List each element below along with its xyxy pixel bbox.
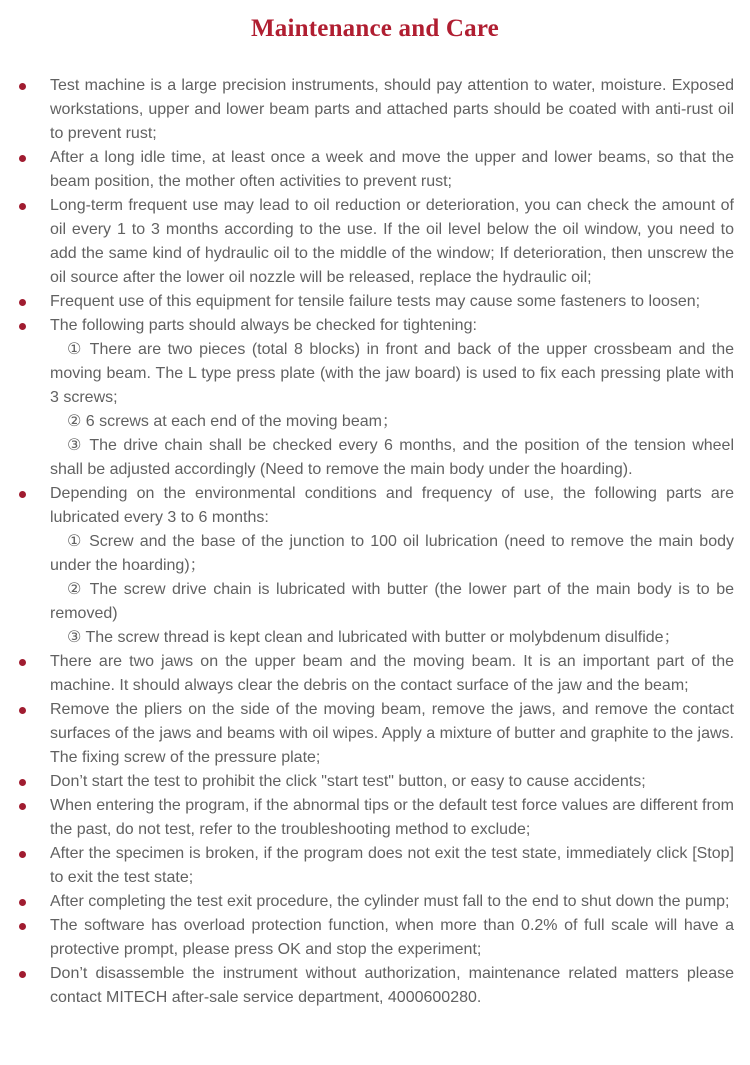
bullet-icon <box>19 491 26 498</box>
bullet-icon <box>19 707 26 714</box>
bullet-icon <box>19 803 26 810</box>
list-item-text: There are two jaws on the upper beam and the moving beam. It is an important part of the machine. It should always clear the debris on the contact surface of the jaw and the beam; <box>50 653 734 694</box>
bullet-icon <box>19 971 26 978</box>
list-item <box>0 770 750 794</box>
bullet-icon <box>19 83 26 90</box>
list-item <box>0 194 750 290</box>
list-item-text: When entering the program, if the abnormal tips or the default test force values are different from the past, do not test, refer to the troubleshooting method to exclude; <box>50 797 734 838</box>
list-item-text: Remove the pliers on the side of the moving beam, remove the jaws, and remove the contact surfaces of the jaws and beams with oil wipes. Apply a mixture of butter and graphite to the jaws. The fixing screw of the pressure plate; <box>50 701 734 766</box>
list-item <box>0 698 750 770</box>
bullet-icon <box>19 155 26 162</box>
page-title: Maintenance and Care <box>251 15 499 42</box>
bullet-icon <box>19 323 26 330</box>
list-item <box>0 650 750 698</box>
bullet-icon <box>19 851 26 858</box>
list-item-text: Don’t start the test to prohibit the click "start test" button, or easy to cause accidents; <box>50 773 646 790</box>
list-item-text: The software has overload protection function, when more than 0.2% of full scale will have a protective prompt, please press OK and stop the experiment; <box>50 917 734 958</box>
bullet-icon <box>19 923 26 930</box>
list-subitem-text: ② The screw drive chain is lubricated with butter (the lower part of the main body is to be removed) <box>50 581 734 622</box>
list-item <box>0 962 750 1010</box>
bullet-icon <box>19 779 26 786</box>
list-item <box>0 914 750 962</box>
list-subitem-text: ② 6 screws at each end of the moving beam； <box>67 413 398 430</box>
bullet-icon <box>19 659 26 666</box>
list-item <box>0 314 750 482</box>
list-item <box>0 482 750 650</box>
bullet-icon <box>19 899 26 906</box>
list-item-text: After a long idle time, at least once a week and move the upper and lower beams, so that the beam position, the mother often activities to prevent rust; <box>50 149 734 190</box>
list-subitem-text: ① Screw and the base of the junction to 100 oil lubrication (need to remove the main body under the hoarding)； <box>50 533 734 574</box>
list-item-text: Long-term frequent use may lead to oil reduction or deterioration, you can check the amount of oil every 1 to 3 months according to the use. If the oil level below the oil window, you need to add the same kind of hydraulic oil to the middle of the window; If deterioration, then unscrew the oil source after the lower oil nozzle will be released, replace the hydraulic oil; <box>50 197 734 286</box>
list-item <box>0 74 750 146</box>
list-item-text: Depending on the environmental conditions and frequency of use, the following parts are lubricated every 3 to 6 months: <box>50 485 734 526</box>
list-item-text: The following parts should always be checked for tightening: <box>50 317 477 334</box>
list-subitem-text: ③ The drive chain shall be checked every 6 months, and the position of the tension wheel shall be adjusted accordingly (Need to remove the main body under the hoarding). <box>50 437 734 478</box>
list-item-text: Test machine is a large precision instruments, should pay attention to water, moisture. Exposed workstations, upper and lower beam parts and attached parts should be coated with anti-rust oil to prevent rust; <box>50 77 734 142</box>
bullet-icon <box>19 203 26 210</box>
maintenance-list <box>0 74 750 1010</box>
list-item-text: Don’t disassemble the instrument without authorization, maintenance related matters please contact MITECH after-sale service department, 4000600280. <box>50 965 734 1006</box>
list-item <box>0 794 750 842</box>
bullet-icon <box>19 299 26 306</box>
list-subitem-text: ③ The screw thread is kept clean and lubricated with butter or molybdenum disulfide； <box>67 629 680 646</box>
list-item-text: Frequent use of this equipment for tensile failure tests may cause some fasteners to loosen; <box>50 293 701 310</box>
list-item <box>0 890 750 914</box>
list-item <box>0 146 750 194</box>
list-item-text: After completing the test exit procedure, the cylinder must fall to the end to shut down the pump; <box>50 893 730 910</box>
list-item-text: After the specimen is broken, if the program does not exit the test state, immediately click [Stop] to exit the test state; <box>50 845 734 886</box>
list-item <box>0 290 750 314</box>
list-item <box>0 842 750 890</box>
list-subitem-text: ① There are two pieces (total 8 blocks) in front and back of the upper crossbeam and the moving beam. The L type press plate (with the jaw board) is used to fix each pressing plate with 3 screws; <box>50 341 734 406</box>
